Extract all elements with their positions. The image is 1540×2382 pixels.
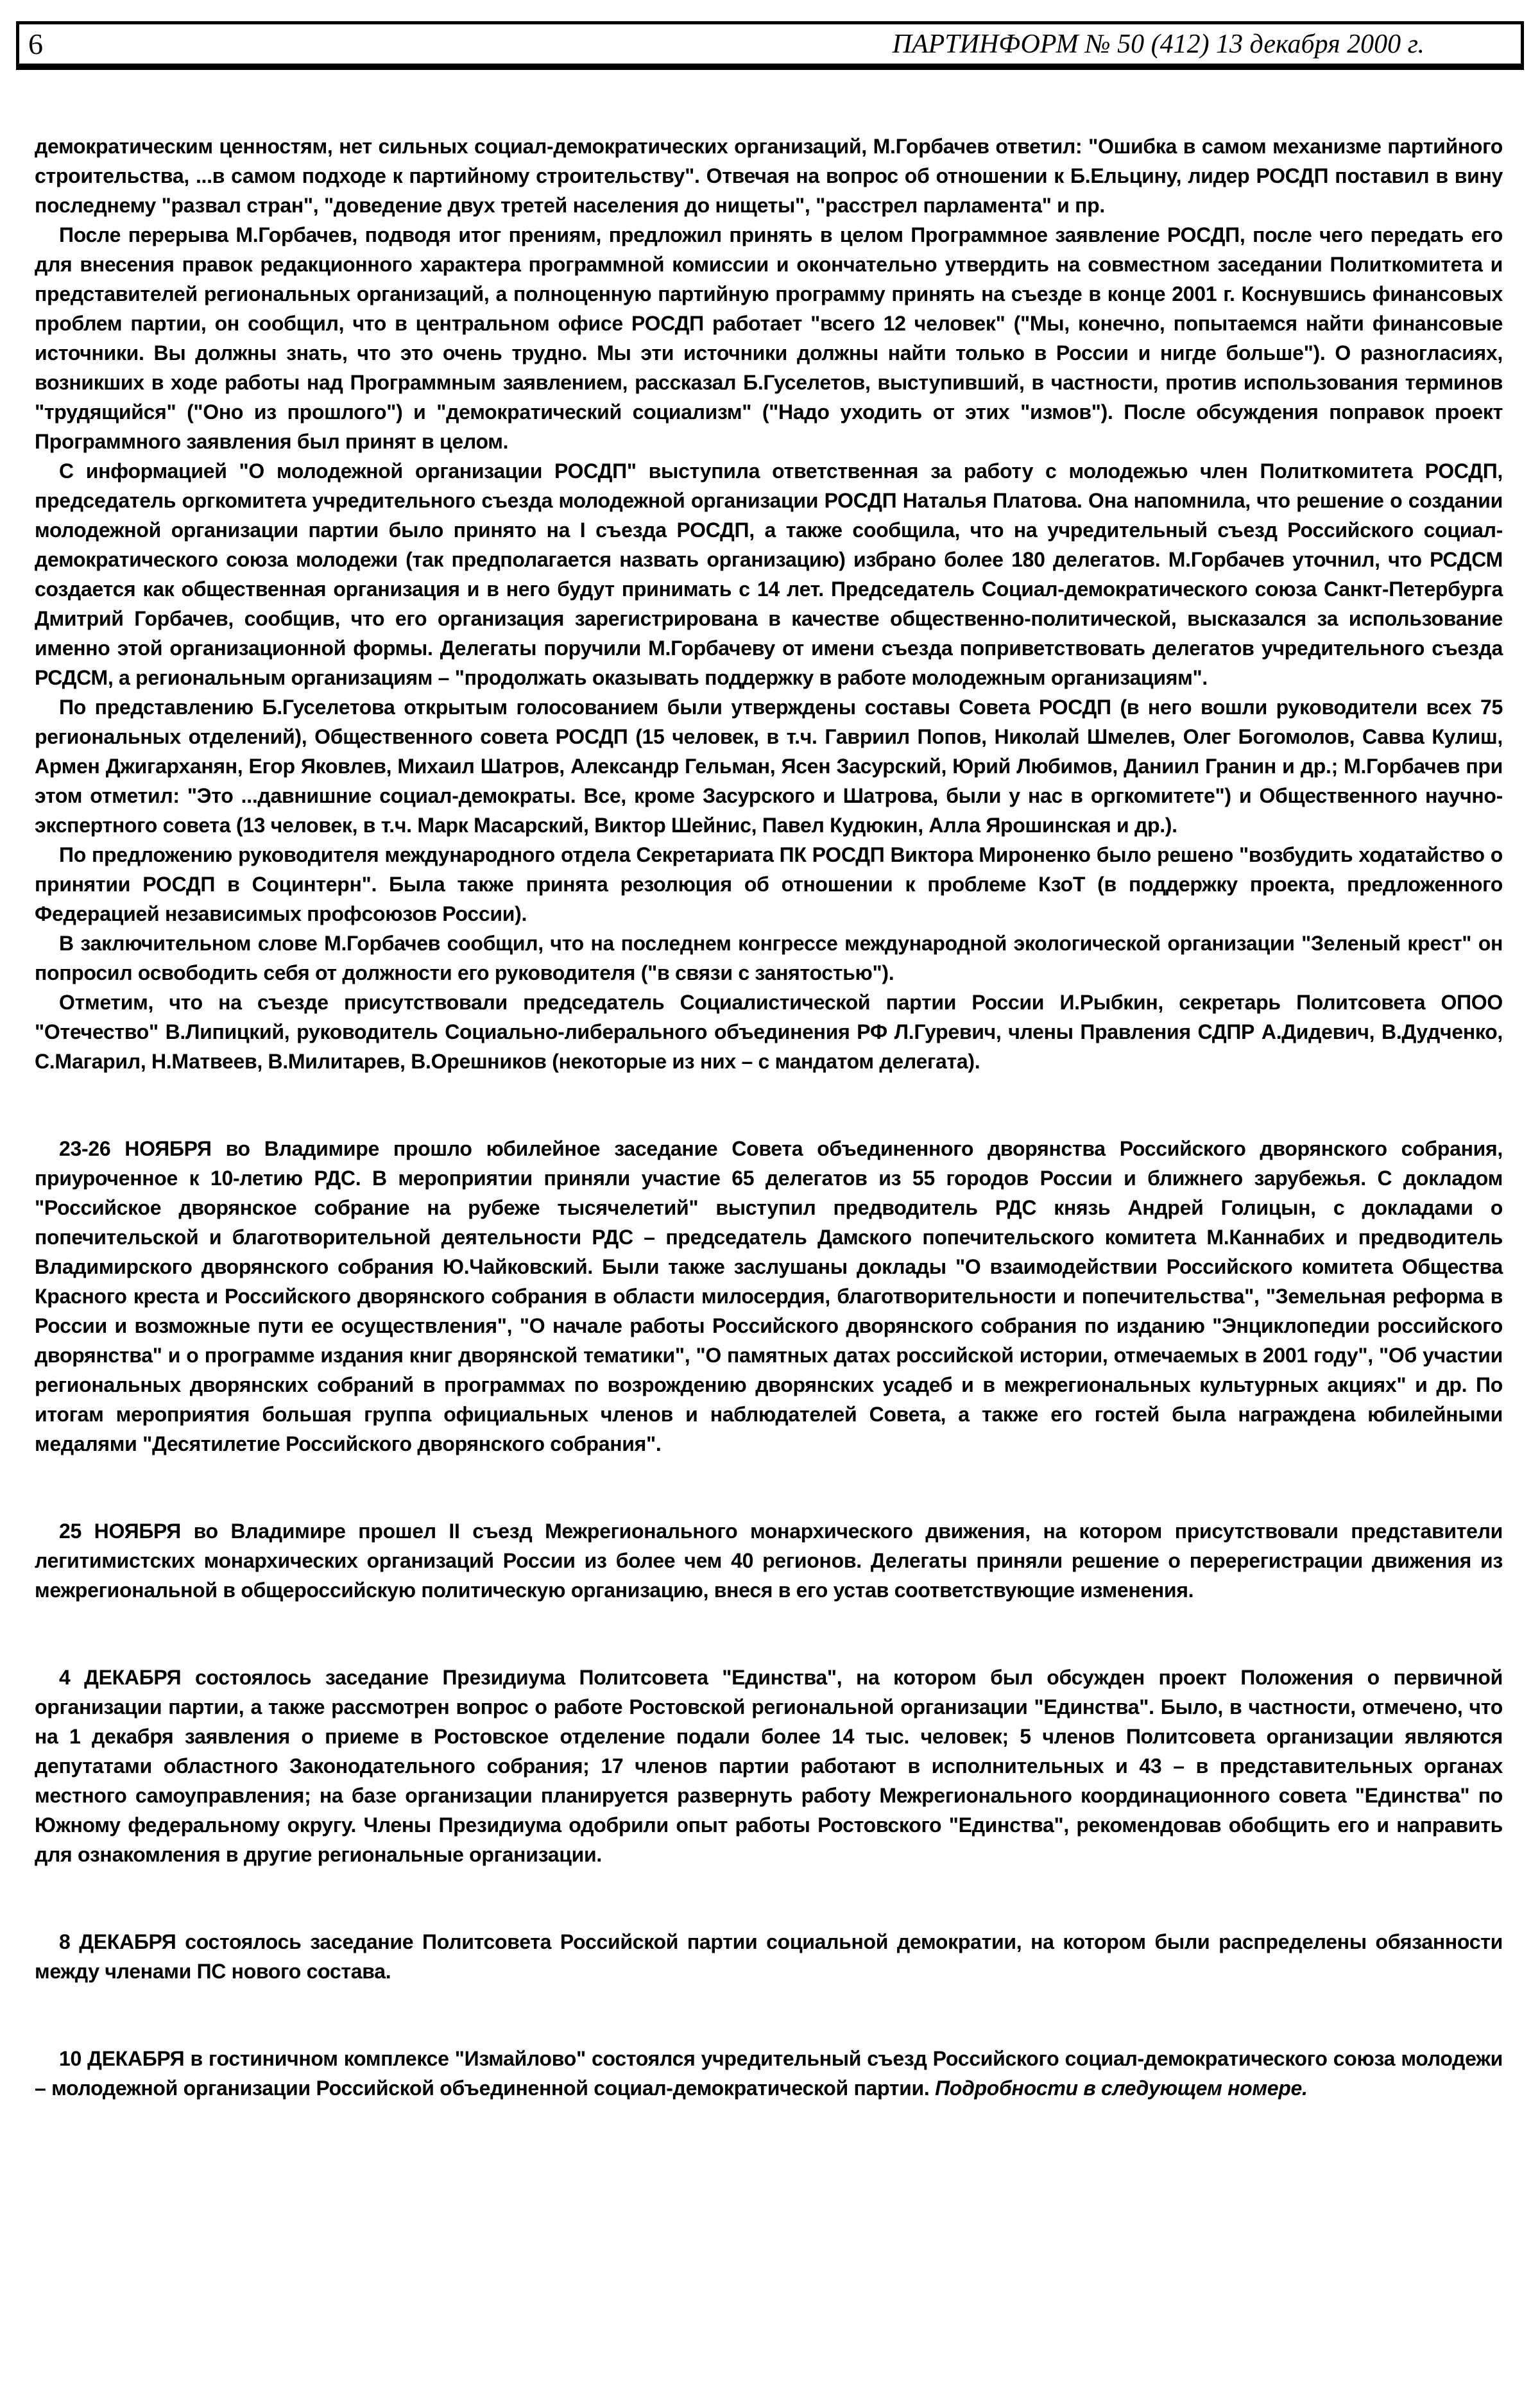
paragraph — [35, 2044, 1503, 2103]
paragraph — [35, 1134, 1503, 1459]
paragraph-run: 25 НОЯБРЯ во Владимире прошел II съезд Межрегионального монархического движения, на котором присутствовали представители легитимистских монархических организаций России из более чем 40 регионов. Делегаты приняли решение о перерегистрации движения из межрегиональной в общероссийскую политическую организацию, внеся в его устав соответствующие изменения. — [35, 1520, 1503, 1602]
newsletter-title: ПАРТИНФОРМ № 50 (412) 13 декабря 2000 г. — [892, 29, 1425, 59]
paragraph-run: 8 ДЕКАБРЯ состоялось заседание Политсовета Российской партии социальной демократии, на котором были распределены обязанности между членами ПС нового состава. — [35, 1930, 1503, 1983]
paragraph-run: С информацией "О молодежной организации РОСДП" выступила ответственная за работу с молодежью член Политкомитета РОСДП, председатель оргкомитета учредительного съезда молодежной организации РОСДП Наталья Платова. Она напомнила, что решение о создании молодежной организации партии было принято на I съезда РОСДП, а также сообщила, что на учредительный съезд Российского социал-демократического союза молодежи (так предполагается назвать организацию) избрано более 180 делегатов. М.Горбачев уточнил, что РСДСМ создается как общественная организация и в него будут принимать с 14 лет. Председатель Социал-демократического союза Санкт-Петербурга Дмитрий Горбачев, сообщив, что его организация зарегистрирована в качестве общественно-политической, высказался за использование именно этой организационной формы. Делегаты поручили М.Горбачеву от имени съезда поприветствовать делегатов учредительного съезда РСДСМ, а региональным организациям – "продолжать оказывать поддержку в работе молодежным организациям". — [35, 459, 1503, 689]
paragraph — [35, 456, 1503, 692]
paragraph-run: По предложению руководителя международного отдела Секретариата ПК РОСДП Виктора Мироненко было решено "возбудить ходатайство о принятии РОСДП в Социнтерн". Была также принята резолюция об отношении к проблеме КзоТ (в поддержку проекта, предложенного Федерацией независимых профсоюзов России). — [35, 843, 1503, 925]
paragraph — [35, 929, 1503, 988]
paragraph — [35, 692, 1503, 840]
paragraph — [35, 988, 1503, 1076]
paragraph-run: По представлению Б.Гуселетова открытым голосованием были утверждены составы Совета РОСДП (в него вошли руководители всех 75 региональных отделений), Общественного совета РОСДП (15 человек, в т.ч. Гавриил Попов, Николай Шмелев, Олег Богомолов, Савва Кулиш, Армен Джигарханян, Егор Яковлев, Михаил Шатров, Александр Гельман, Ясен Засурский, Юрий Любимов, Даниил Гранин и др.; М.Горбачев при этом отметил: "Это ...давнишние социал-демократы. Все, кроме Засурского и Шатрова, были у нас в оргкомитете") и Общественного научно-экспертного совета (13 человек, в т.ч. Марк Масарский, Виктор Шейнис, Павел Кудюкин, Алла Ярошинская и др.). — [35, 696, 1503, 837]
page-header — [16, 21, 1524, 70]
paragraph-run: демократическим ценностям, нет сильных социал-демократических организаций, М.Горбачев ответил: "Ошибка в самом механизме партийного строительства, ...в самом подходе к партийному строительству". Отвечая на вопрос об отношении к Б.Ельцину, лидер РОСДП поставил в вину последнему "развал стран", "доведение двух третей населения до нищеты", "расстрел парламента" и пр. — [35, 135, 1503, 217]
page-body — [35, 132, 1503, 2103]
paragraph — [35, 1516, 1503, 1605]
paragraph-run: После перерыва М.Горбачев, подводя итог прениям, предложил принять в целом Программное заявление РОСДП, после чего передать его для внесения правок редакционного характера программной комиссии и окончательно утвердить на совместном заседании Политкомитета и представителей региональных организаций, а полноценную партийную программу принять на съезде в конце 2001 г. Коснувшись финансовых проблем партии, он сообщил, что в центральном офисе РОСДП работает "всего 12 человек" ("Мы, конечно, попытаемся найти финансовые источники. Вы должны знать, что это очень трудно. Мы эти источники должны найти только в России и нигде больше"). О разногласиях, возникших в ходе работы над Программным заявлением, рассказал Б.Гуселетов, выступивший, в частности, против использования терминов "трудящийся" ("Оно из прошлого") и "демократический социализм" ("Надо уходить от этих "измов"). После обсуждения поправок проект Программного заявления был принят в целом. — [35, 223, 1503, 453]
paragraph-run: Отметим, что на съезде присутствовали председатель Социалистической партии России И.Рыбкин, секретарь Политсовета ОПОО "Отечество" В.Липицкий, руководитель Социально-либерального объединения РФ Л.Гуревич, члены Правления СДПР А.Дидевич, В.Дудченко, С.Магарил, Н.Матвеев, В.Милитарев, В.Орешников (некоторые из них – с мандатом делегата). — [35, 991, 1503, 1073]
paragraph — [35, 220, 1503, 456]
paragraph-run: 10 ДЕКАБРЯ в гостиничном комплексе "Измайлово" состоялся учредительный съезд Российского социал-демократического союза молодежи – молодежной организации Российской объединенной социал-демократической партии. — [35, 2047, 1503, 2100]
paragraph-run: 23-26 НОЯБРЯ во Владимире прошло юбилейное заседание Совета объединенного дворянства Российского дворянского собрания, приуроченное к 10-летию РДС. В мероприятии приняли участие 65 делегатов из 55 городов России и ближнего зарубежья. С докладом "Российское дворянское собрание на рубеже тысячелетий" выступил предводитель РДС князь Андрей Голицын, с докладами о попечительской и благотворительной деятельности РДС – председатель Дамского попечительского комитета М.Каннабих и предводитель Владимирского дворянского собрания Ю.Чайковский. Были также заслушаны доклады "О взаимодействии Российского комитета Общества Красного креста и Российского дворянского собрания в области милосердия, благотворительности и попечительства", "Земельная реформа в России и возможные пути ее осуществления", "О начале работы Российского дворянского собрания по изданию "Энциклопедии российского дворянства" и о программе издания книг дворянской тематики", "О памятных датах российской истории, отмечаемых в 2001 году", "Об участии региональных дворянских собраний в программах по возрождению дворянских усадеб и в межрегиональных культурных акциях" и др. По итогам мероприятия большая группа официальных членов и наблюдателей Совета, а также его гостей была награждена юбилейными медалями "Десятилетие Российского дворянского собрания". — [35, 1137, 1503, 1455]
paragraph — [35, 1927, 1503, 1986]
paragraph — [35, 1663, 1503, 1869]
page-number: 6 — [28, 27, 43, 60]
paragraph — [35, 840, 1503, 929]
paragraph-run: 4 ДЕКАБРЯ состоялось заседание Президиума Политсовета "Единства", на котором был обсужден проект Положения о первичной организации партии, а также рассмотрен вопрос о работе Ростовской региональной организации "Единства". Было, в частности, отмечено, что на 1 декабря заявления о приеме в Ростовское отделение подали более 14 тыс. человек; 5 членов Политсовета организации являются депутатами областного Законодательного собрания; 17 членов партии работают в исполнительных и 43 – в представительных органах местного самоуправления; на базе организации планируется развернуть работу Межрегионального координационного совета "Единства" по Южному федеральному округу. Члены Президиума одобрили опыт работы Ростовского "Единства", рекомендовав обобщить его и направить для ознакомления в другие региональные организации. — [35, 1666, 1503, 1866]
paragraph — [35, 132, 1503, 220]
paragraph-run: В заключительном слове М.Горбачев сообщил, что на последнем конгрессе международной экологической организации "Зеленый крест" он попросил освободить себя от должности его руководителя ("в связи с занятостью"). — [35, 932, 1503, 984]
paragraph-run-italic: Подробности в следующем номере. — [935, 2077, 1308, 2100]
